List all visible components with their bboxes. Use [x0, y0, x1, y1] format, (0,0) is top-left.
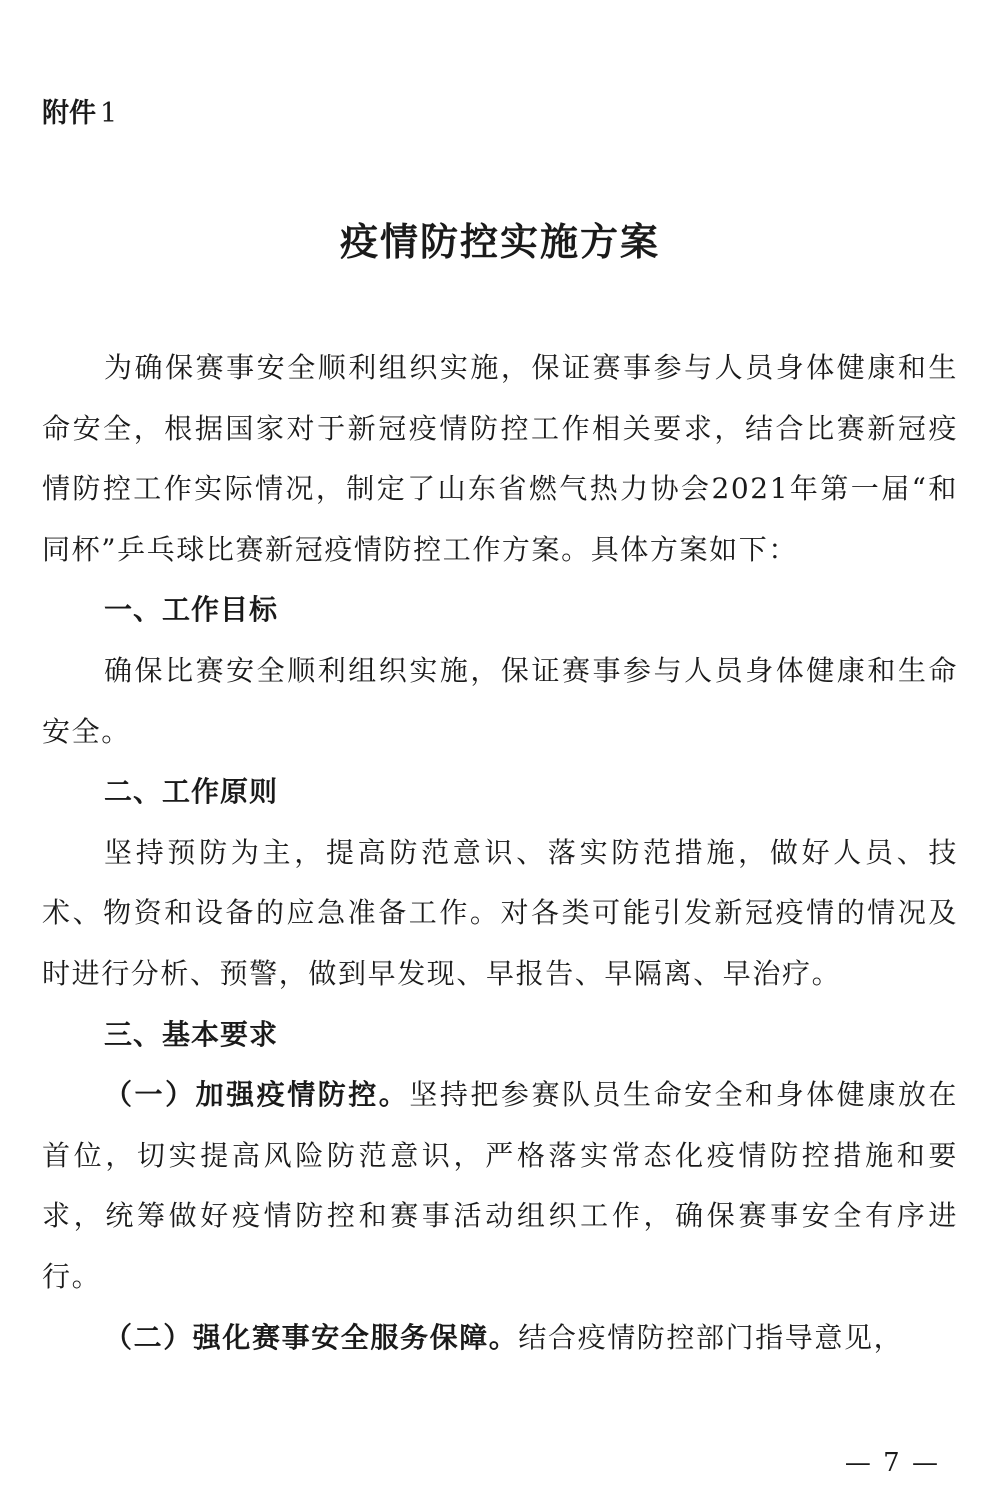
requirement-item: [42, 1065, 958, 1307]
section-heading-goals: 一、工作目标: [104, 593, 279, 627]
document-title: 疫情防控实施方案: [339, 219, 660, 264]
attachment-label: [42, 94, 117, 134]
section-heading-principles: 二、工作原则: [104, 775, 279, 809]
section-heading-requirements: 三、基本要求: [104, 1017, 279, 1051]
section-text-principles: 坚持预防为主，提高防范意识、落实防范措施，做好人员、技术、物资和设备的应急准备工作。对各类可能引发新冠疫情的情况及时进行分析、预警，做到早发现、早报告、早隔离、早治疗。: [42, 835, 958, 990]
requirement-item-text: 坚持把参赛队员生命安全和身体健康放在首位，切实提高风险防范意识，严格落实常态化疫情防控措施和要求，统筹做好疫情防控和赛事活动组织工作，确保赛事安全有序进行。: [42, 1078, 958, 1293]
document-body: [42, 338, 958, 1368]
requirement-item: [42, 1308, 958, 1369]
section-text-goals: 确保比赛安全顺利组织实施，保证赛事参与人员身体健康和生命安全。: [42, 653, 958, 748]
intro-paragraph: 为确保赛事安全顺利组织实施，保证赛事参与人员身体健康和生命安全，根据国家对于新冠疫情防控工作相关要求，结合比赛新冠疫情防控工作实际情况，制定了山东省燃气热力协会2021年第一届“和同杯”乒乓球比赛新冠疫情防控工作方案。具体方案如下：: [42, 351, 958, 566]
attachment-number: 1: [100, 98, 118, 129]
requirement-item-lead: （二）强化赛事安全服务保障。: [104, 1320, 519, 1354]
attachment-label-text: 附件: [42, 98, 96, 129]
requirement-item-lead: （一）加强疫情防控。: [104, 1078, 410, 1112]
requirement-item-text: 结合疫情防控部门指导意见，: [518, 1320, 904, 1354]
page-number: — 7 —: [844, 1448, 940, 1478]
